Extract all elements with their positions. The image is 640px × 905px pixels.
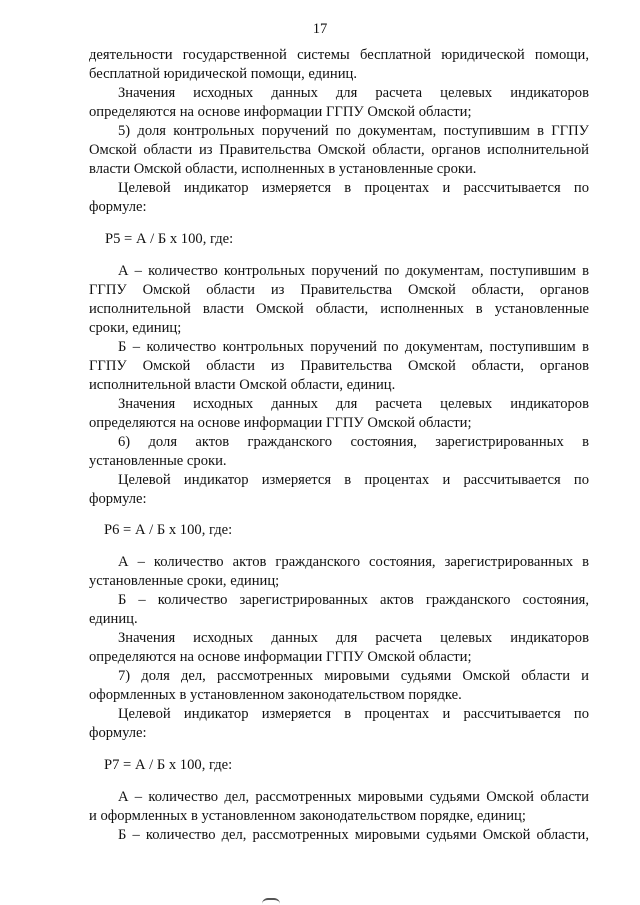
text-line: Значения исходных данных для расчета целевых индикаторов xyxy=(118,396,589,412)
text-line: Целевой индикатор измеряется в процентах и рассчитывается по xyxy=(118,706,589,722)
text-line: установленные сроки, единиц; xyxy=(89,573,280,589)
text-line: Значения исходных данных для расчета целевых индикаторов xyxy=(118,630,589,646)
page-number: 17 xyxy=(312,21,328,37)
text-line: 5) доля контрольных поручений по документам, поступившим в ГГПУ xyxy=(118,123,589,139)
text-line: ГГПУ Омской области из Правительства Омской области, органов xyxy=(89,282,589,298)
formula-p7: Р7 = А / Б х 100, где: xyxy=(104,757,233,773)
text-line: определяются на основе информации ГГПУ Омской области; xyxy=(89,649,472,665)
formula-p6: Р6 = А / Б х 100, где: xyxy=(104,522,233,538)
text-line: оформленных в установленном законодательством порядке. xyxy=(89,687,462,703)
text-line: сроки, единиц; xyxy=(89,320,182,336)
text-line: Б – количество дел, рассмотренных мировыми судьями Омской области, xyxy=(118,827,589,843)
text-line: Омской области из Правительства Омской области, органов исполнительной xyxy=(89,142,589,158)
text-line: формуле: xyxy=(89,491,147,507)
text-line: бесплатной юридической помощи, единиц. xyxy=(89,66,357,82)
scan-artifact-mark xyxy=(262,898,280,904)
text-line: 7) доля дел, рассмотренных мировыми судьями Омской области и xyxy=(118,668,589,684)
text-line: определяются на основе информации ГГПУ Омской области; xyxy=(89,104,472,120)
text-line: А – количество дел, рассмотренных мировыми судьями Омской области xyxy=(118,789,589,805)
text-line: единиц. xyxy=(89,611,138,627)
text-line: ГГПУ Омской области из Правительства Омской области, органов xyxy=(89,358,589,374)
text-line: и оформленных в установленном законодательством порядке, единиц; xyxy=(89,808,526,824)
text-line: власти Омской области, исполненных в установленные сроки. xyxy=(89,161,477,177)
text-line: Целевой индикатор измеряется в процентах и рассчитывается по xyxy=(118,472,589,488)
text-line: формуле: xyxy=(89,725,147,741)
text-line: формуле: xyxy=(89,199,147,215)
text-line: Б – количество зарегистрированных актов гражданского состояния, xyxy=(118,592,589,608)
text-line: установленные сроки. xyxy=(89,453,227,469)
text-line: деятельности государственной системы бесплатной юридической помощи, xyxy=(89,47,589,63)
text-line: определяются на основе информации ГГПУ Омской области; xyxy=(89,415,472,431)
text-line: А – количество контрольных поручений по документам, поступившим в xyxy=(118,263,589,279)
text-line: Значения исходных данных для расчета целевых индикаторов xyxy=(118,85,589,101)
text-line: Б – количество контрольных поручений по документам, поступившим в xyxy=(118,339,589,355)
text-line: А – количество актов гражданского состояния, зарегистрированных в xyxy=(118,554,589,570)
text-line: исполнительной власти Омской области, исполненных в установленные xyxy=(89,301,589,317)
text-line: исполнительной власти Омской области, единиц. xyxy=(89,377,396,393)
text-line: 6) доля актов гражданского состояния, зарегистрированных в xyxy=(118,434,589,450)
formula-p5: Р5 = А / Б х 100, где: xyxy=(105,231,234,247)
text-line: Целевой индикатор измеряется в процентах и рассчитывается по xyxy=(118,180,589,196)
